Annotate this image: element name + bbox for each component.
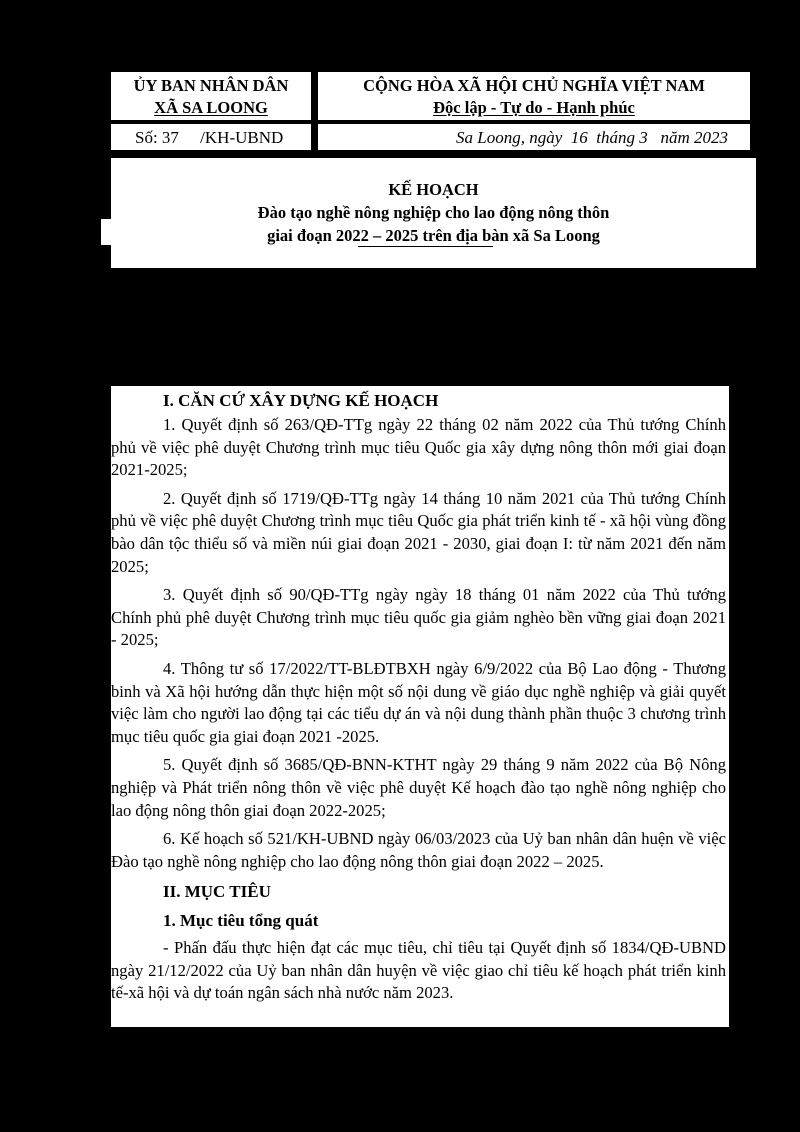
document-date-box [318,124,750,150]
document-date: Sa Loong, ngày 16 tháng 3 năm 2023 [456,128,728,147]
subsection-heading-general-objective: 1. Mục tiêu tổng quát [163,911,319,931]
title-underline [358,246,493,247]
title-line2: giai đoạn 2022 – 2025 trên địa bàn xã Sa Loong [267,226,600,245]
national-motto [318,72,750,120]
motto-text: Độc lập - Tự do - Hạnh phúc [433,98,635,117]
document-number-box [111,124,311,150]
section-heading-objectives: II. MỤC TIÊU [163,882,271,902]
basis-item-6: 6. Kế hoạch số 521/KH-UBND ngày 06/03/2023 của Uỷ ban nhân dân huện về việc Đào tạo nghề nông nghiệp cho lao động nông thôn giai đoạn 2022 – 2025. [111,829,726,871]
basis-item-3: 3. Quyết định số 90/QĐ-TTg ngày ngày 18 tháng 01 năm 2022 của Thủ tướng Chính phủ phê duyệt Chương trình mục tiêu quốc gia giảm nghèo bền vững giai đoạn 2021 - 2025; [111,585,726,650]
document-type: KẾ HOẠCH [388,180,479,199]
document-title-block [111,158,756,268]
document-number: Số: 37 /KH-UBND [135,128,284,147]
basis-item-1: 1. Quyết định số 263/QĐ-TTg ngày 22 tháng 02 năm 2022 của Thủ tướng Chính phủ về việc phê duyệt Chương trình mục tiêu Quốc gia xây dựng nông thôn mới giai đoạn 2021-2025; [111,415,726,480]
issuing-authority [111,72,311,120]
org-name-line1: ỦY BAN NHÂN DÂN [133,76,289,95]
org-name-line2 [111,97,311,119]
general-objective-paragraph: - Phấn đấu thực hiện đạt các mục tiêu, chỉ tiêu tại Quyết định số 1834/QĐ-UBND ngày 21/12/2022 của Uỷ ban nhân dân huyện về việc giao chỉ tiêu kế hoạch phát triển kinh tế-xã hội và dự toán ngân sách nhà nước năm 2023. [111,938,726,1003]
section-heading-basis: I. CĂN CỨ XÂY DỰNG KẾ HOẠCH [163,391,439,410]
basis-item-4: 4. Thông tư số 17/2022/TT-BLĐTBXH ngày 6/9/2022 của Bộ Lao động - Thương binh và Xã hội hướng dẫn thực hiện một số nội dung về giáo dục nghề nghiệp và giải quyết việc làm cho người lao động tại các tiểu dự án và nội dung thành phần thuộc 3 chương trình mục tiêu quốc gia giai đoạn 2021 -2025. [111,658,726,746]
basis-item-2: 2. Quyết định số 1719/QĐ-TTg ngày 14 tháng 10 năm 2021 của Thủ tướng Chính phủ về việc phê duyệt Chương trình mục tiêu Quốc gia phát triển kinh tế - xã hội vùng đồng bào dân tộc thiểu số và miền núi giai đoạn 2021 - 2030, giai đoạn I: từ năm 2021 đến năm 2025; [111,488,726,576]
org-name-line2-text: XÃ SA LOONG [154,98,268,117]
motto-line [318,97,750,119]
basis-item-5: 5. Quyết định số 3685/QĐ-BNN-KTHT ngày 29 tháng 9 năm 2022 của Bộ Nông nghiệp và Phát triển nông thôn về việc phê duyệt Kế hoạch đào tạo nghề nông nghiệp cho lao động nông thôn giai đoạn 2022-2025; [111,755,726,820]
nation-name: CỘNG HÒA XÃ HỘI CHỦ NGHĨA VIỆT NAM [363,76,705,95]
title-line1: Đào tạo nghề nông nghiệp cho lao động nông thôn [257,203,610,222]
document-body [111,386,729,1027]
